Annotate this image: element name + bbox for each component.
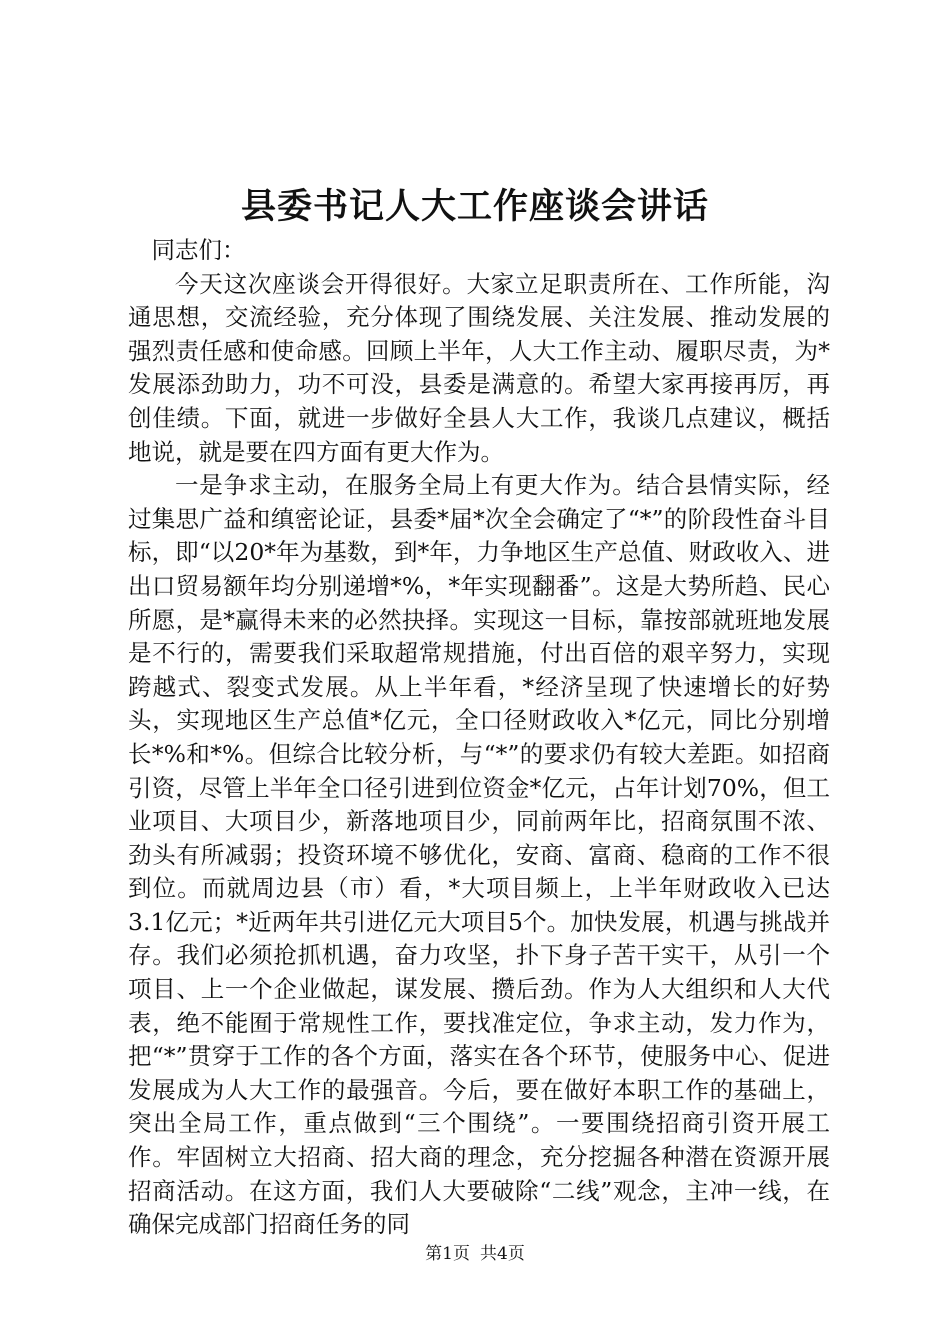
salutation: 同志们： bbox=[151, 236, 246, 264]
page-total: 共4页 bbox=[480, 1244, 525, 1264]
paragraph-point-one: 一是争求主动，在服务全局上有更大作为。结合县情实际，经过集思广益和缜密论证，县委*届*次全会确定了“*”的阶段性奋斗目标，即“以20*年为基数，到*年，力争地区生产总值、财政收入、进出口贸易额年均分别递增*%，*年实现翻番”。这是大势所趋、民心所愿，是*赢得未来的必然抉择。实现这一目标，靠按部就班地发展是不行的，需要我们采取超常规措施，付出百倍的艰辛努力，实现跨越式、裂变式发展。从上半年看，*经济呈现了快速增长的好势头，实现地区生产总值*亿元，全口径财政收入*亿元，同比分别增长*%和*%。但综合比较分析，与“*”的要求仍有较大差距。如招商引资，尽管上半年全口径引进到位资金*亿元，占年计划70%，但工业项目、大项目少，新落地项目少，同前两年比，招商氛围不浓、劲头有所减弱；投资环境不够优化，安商、富商、稳商的工作不很到位。而就周边县（市）看，*大项目频上，上半年财政收入已达3.1亿元；*近两年共引进亿元大项目5个。加快发展，机遇与挑战并存。我们必须抢抓机遇，奋力攻坚，扑下身子苦干实干，从引一个项目、上一个企业做起，谋发展、攒后劲。作为人大组织和人大代表，绝不能囿于常规性工作，要找准定位，争求主动，发力作为，把“*”贯穿于工作的各个方面，落实在各个环节，使服务中心、促进发展成为人大工作的最强音。今后，要在做好本职工作的基础上，突出全局工作，重点做到“三个围绕”。一要围绕招商引资开展工作。牢固树立大招商、招大商的理念，充分挖掘各种潜在资源开展招商活动。在这方面，我们人大要破除“二线”观念，主冲一线，在确保完成部门招商任务的同 bbox=[128, 471, 830, 1239]
page-number: 第1页 bbox=[425, 1244, 470, 1264]
document-title: 县委书记人大工作座谈会讲话 bbox=[240, 186, 709, 227]
document-body bbox=[128, 234, 830, 1242]
paragraph-intro: 今天这次座谈会开得很好。大家立足职责所在、工作所能，沟通思想，交流经验，充分体现了围绕发展、关注发展、推动发展的强烈责任感和使命感。回顾上半年，人大工作主动、履职尽责，为*发展添劲助力，功不可没，县委是满意的。希望大家再接再厉，再创佳绩。下面，就进一步做好全县人大工作，我谈几点建议，概括地说，就是要在四方面有更大作为。 bbox=[128, 269, 830, 466]
page-footer bbox=[0, 1242, 950, 1266]
